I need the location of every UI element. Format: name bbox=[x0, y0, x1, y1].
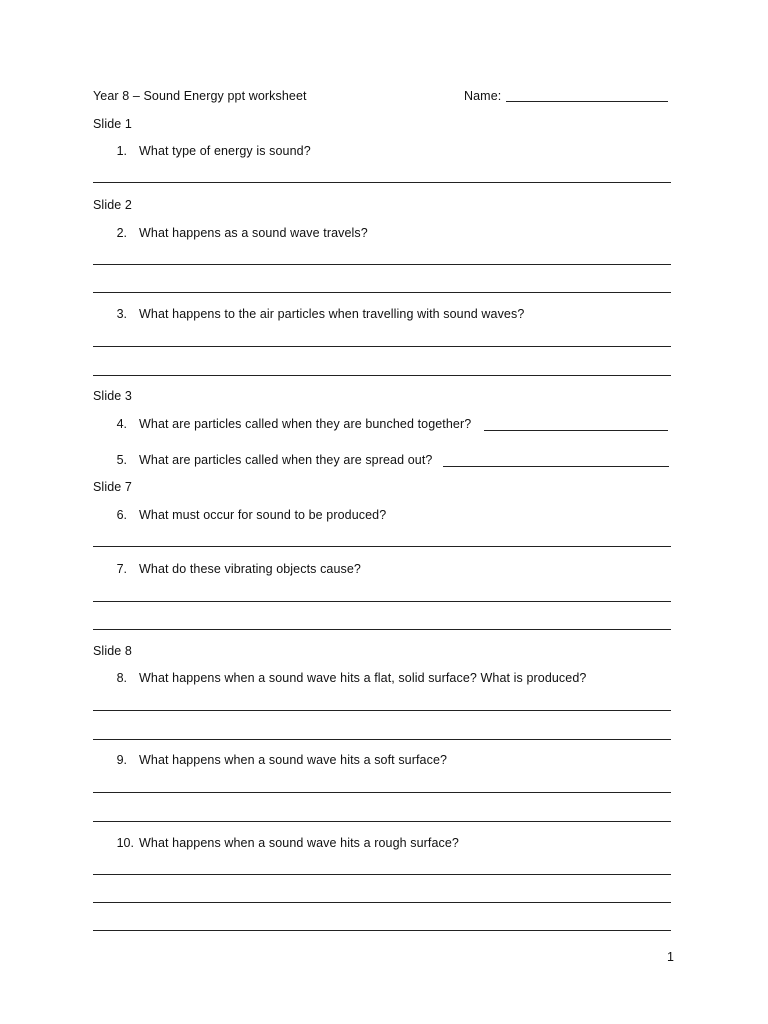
answer-line-3b[interactable] bbox=[93, 375, 671, 376]
question-text-5: What are particles called when they are spread out? bbox=[139, 453, 433, 467]
answer-line-7a[interactable] bbox=[93, 601, 671, 602]
answer-line-10b[interactable] bbox=[93, 902, 671, 903]
question-number-10: 10. bbox=[116, 836, 134, 850]
question-number-1: 1. bbox=[116, 144, 127, 158]
question-number-9: 9. bbox=[116, 753, 127, 767]
section-slide-8: Slide 8 bbox=[93, 644, 132, 658]
answer-line-8a[interactable] bbox=[93, 710, 671, 711]
answer-line-3a[interactable] bbox=[93, 346, 671, 347]
section-slide-3: Slide 3 bbox=[93, 389, 132, 403]
question-number-7: 7. bbox=[116, 562, 127, 576]
question-number-5: 5. bbox=[116, 453, 127, 467]
page-number: 1 bbox=[667, 950, 675, 964]
name-answer-line[interactable] bbox=[506, 101, 668, 102]
section-slide-1: Slide 1 bbox=[93, 117, 132, 131]
answer-line-1a[interactable] bbox=[93, 182, 671, 183]
answer-line-9a[interactable] bbox=[93, 792, 671, 793]
question-text-6: What must occur for sound to be produced? bbox=[139, 508, 387, 522]
name-label: Name: bbox=[464, 89, 502, 103]
answer-line-2a[interactable] bbox=[93, 264, 671, 265]
answer-line-6a[interactable] bbox=[93, 546, 671, 547]
answer-line-7b[interactable] bbox=[93, 629, 671, 630]
question-text-7: What do these vibrating objects cause? bbox=[139, 562, 361, 576]
question-text-2: What happens as a sound wave travels? bbox=[139, 226, 368, 240]
section-slide-7: Slide 7 bbox=[93, 480, 132, 494]
question-text-9: What happens when a sound wave hits a soft surface? bbox=[139, 753, 448, 767]
question-text-8: What happens when a sound wave hits a flat, solid surface? What is produced? bbox=[139, 671, 587, 685]
worksheet-title: Year 8 – Sound Energy ppt worksheet bbox=[93, 89, 307, 103]
question-number-2: 2. bbox=[116, 226, 127, 240]
question-text-1: What type of energy is sound? bbox=[139, 144, 311, 158]
answer-line-10a[interactable] bbox=[93, 874, 671, 875]
question-number-8: 8. bbox=[116, 671, 127, 685]
question-number-6: 6. bbox=[116, 508, 127, 522]
question-text-4: What are particles called when they are bunched together? bbox=[139, 417, 472, 431]
answer-line-2b[interactable] bbox=[93, 292, 671, 293]
answer-line-9b[interactable] bbox=[93, 821, 671, 822]
question-text-10: What happens when a sound wave hits a rough surface? bbox=[139, 836, 459, 850]
answer-line-10c[interactable] bbox=[93, 930, 671, 931]
question-number-3: 3. bbox=[116, 307, 127, 321]
section-slide-2: Slide 2 bbox=[93, 198, 132, 212]
answer-line-4[interactable] bbox=[484, 430, 668, 431]
answer-line-5[interactable] bbox=[443, 466, 669, 467]
answer-line-8b[interactable] bbox=[93, 739, 671, 740]
question-number-4: 4. bbox=[116, 417, 127, 431]
question-text-3: What happens to the air particles when travelling with sound waves? bbox=[139, 307, 525, 321]
